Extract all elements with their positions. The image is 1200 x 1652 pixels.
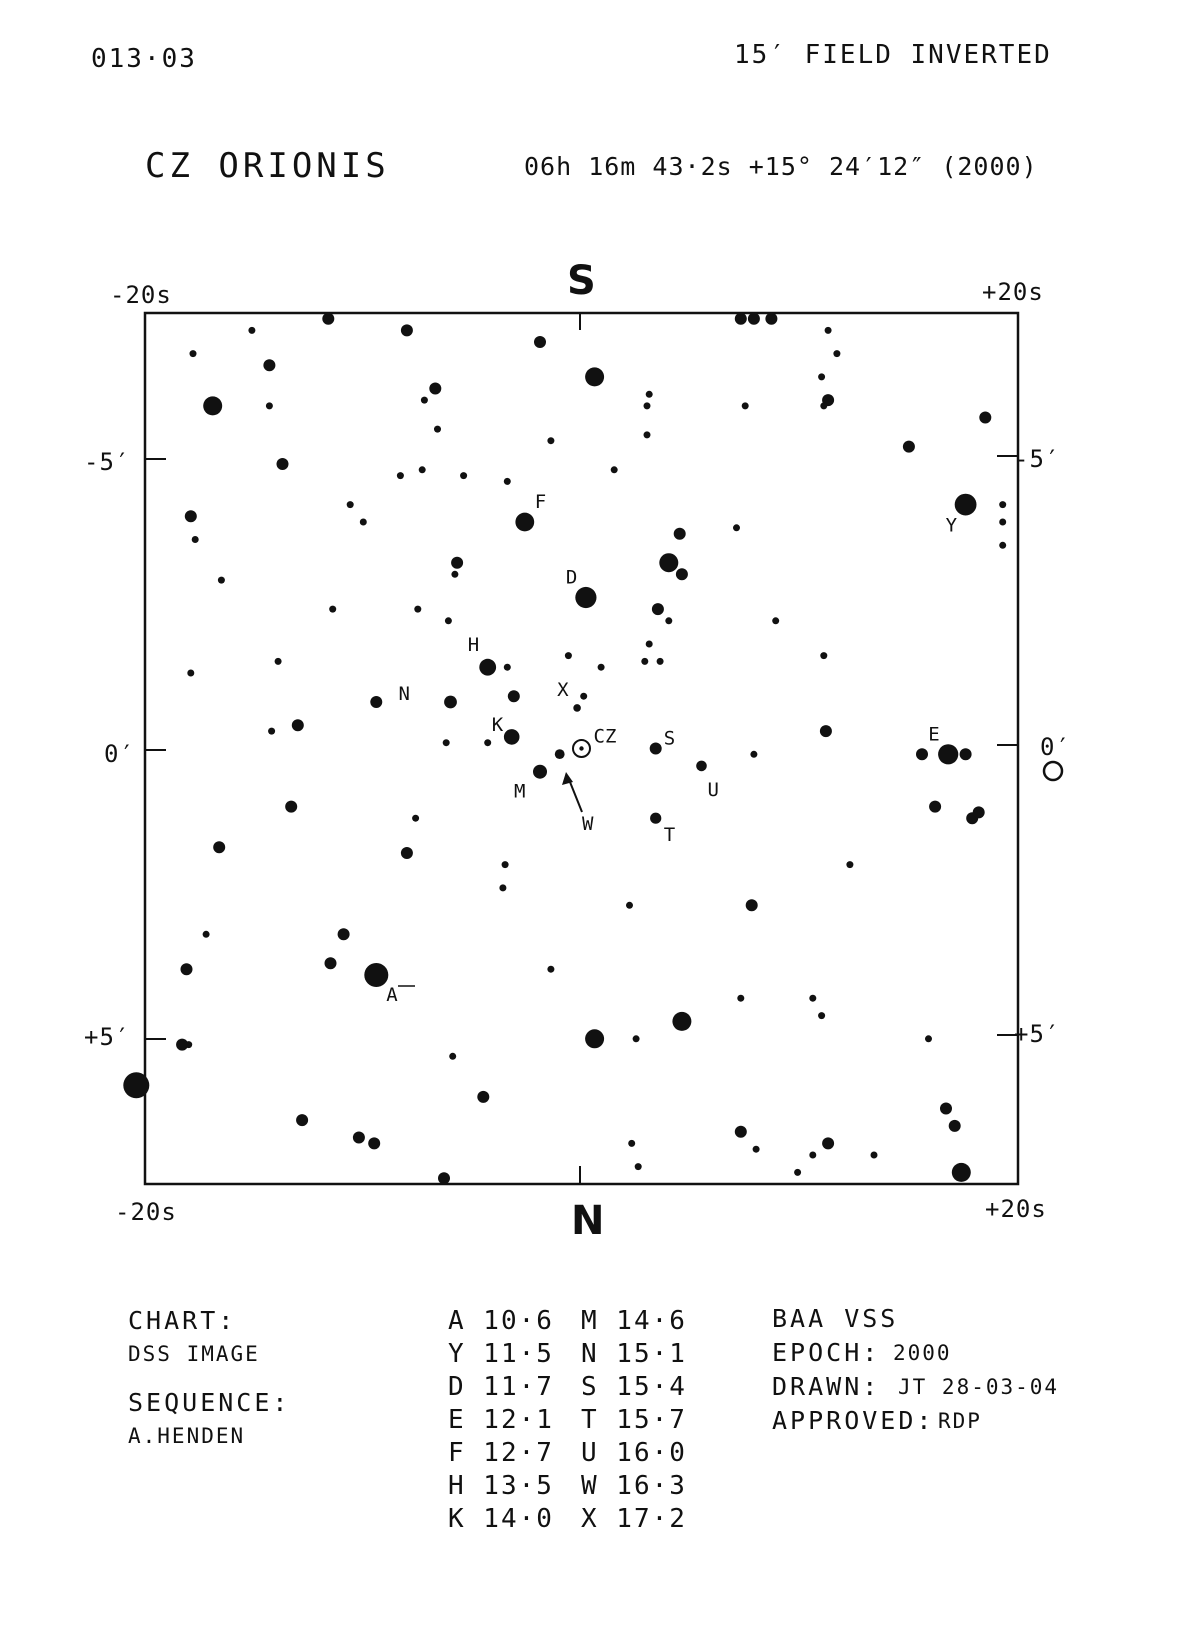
field-star xyxy=(916,748,928,760)
comparison-label-x: X xyxy=(557,678,569,701)
field-star xyxy=(547,437,554,444)
field-star xyxy=(809,995,816,1002)
comparison-star-s xyxy=(650,743,662,755)
comparison-star-u xyxy=(696,761,707,772)
field-star xyxy=(329,606,336,613)
comparison-star-e xyxy=(938,744,958,764)
field-star xyxy=(277,458,289,470)
field-star xyxy=(585,1029,604,1048)
field-star xyxy=(412,815,419,822)
variable-star-label: CZ xyxy=(593,725,617,748)
dec-left-minus5: -5′ xyxy=(84,448,131,476)
field-star xyxy=(820,652,827,659)
ra-bottom-left: -20s xyxy=(115,1198,177,1226)
field-star xyxy=(451,571,458,578)
field-star xyxy=(952,1163,971,1182)
field-star xyxy=(176,1039,188,1051)
field-star xyxy=(633,1035,640,1042)
field-star xyxy=(646,641,653,648)
field-star xyxy=(833,350,840,357)
ra-top-right: +20s xyxy=(982,278,1044,306)
field-star xyxy=(460,472,467,479)
comparison-label-d: D xyxy=(565,566,578,589)
comparison-label-e: E xyxy=(928,723,940,746)
w-arrow-label: W xyxy=(582,813,594,835)
field-star xyxy=(508,690,520,702)
field-star xyxy=(504,664,511,671)
field-star xyxy=(585,367,604,386)
field-star xyxy=(871,1152,878,1159)
field-star xyxy=(672,1012,691,1031)
chart-id: 013·03 xyxy=(91,44,197,74)
field-star xyxy=(414,606,421,613)
field-star xyxy=(275,658,282,665)
field-star xyxy=(296,1114,308,1126)
field-star xyxy=(370,696,382,708)
field-star xyxy=(534,336,546,348)
field-star xyxy=(353,1132,365,1144)
comparison-star-m xyxy=(533,765,547,779)
field-star xyxy=(960,748,972,760)
comparison-star-y xyxy=(955,494,977,516)
field-star xyxy=(580,693,587,700)
field-star xyxy=(929,801,941,813)
field-star xyxy=(123,1072,149,1098)
field-star xyxy=(421,397,428,404)
field-star xyxy=(657,658,664,665)
comparison-star-h xyxy=(479,659,496,676)
sequence-value: A.HENDEN xyxy=(128,1424,246,1448)
seq-t: T 15·7 xyxy=(581,1405,687,1435)
field-star xyxy=(268,728,275,735)
field-star xyxy=(742,402,749,409)
field-star xyxy=(419,466,426,473)
field-star xyxy=(772,617,779,624)
field-star xyxy=(999,501,1006,508)
comparison-star-d xyxy=(575,587,596,608)
field-star xyxy=(192,536,199,543)
field-star xyxy=(903,441,915,453)
field-star xyxy=(659,553,678,572)
epoch-value: 2000 xyxy=(893,1341,952,1365)
drawn-label: DRAWN: xyxy=(772,1372,881,1401)
seq-x: X 17·2 xyxy=(581,1504,687,1534)
field-star xyxy=(765,313,777,325)
comparison-label-m: M xyxy=(514,780,526,803)
field-star xyxy=(218,577,225,584)
field-star xyxy=(794,1169,801,1176)
dec-right-minus5: -5′ xyxy=(1014,445,1061,473)
seq-m: M 14·6 xyxy=(581,1306,687,1336)
field-star xyxy=(185,510,197,522)
field-star xyxy=(565,652,572,659)
variable-star-dot xyxy=(579,746,583,750)
field-star xyxy=(753,1146,760,1153)
comparison-label-u: U xyxy=(707,778,719,801)
comparison-star-w xyxy=(555,749,565,759)
field-star xyxy=(322,313,334,325)
field-star xyxy=(443,739,450,746)
approved-value: RDP xyxy=(938,1409,982,1433)
field-star xyxy=(266,402,273,409)
field-star xyxy=(737,995,744,1002)
field-star xyxy=(999,542,1006,549)
field-star xyxy=(203,396,222,415)
field-star xyxy=(325,957,337,969)
field-star xyxy=(445,617,452,624)
field-star xyxy=(999,519,1006,526)
field-star xyxy=(652,603,664,615)
comparison-label-f: F xyxy=(534,491,547,513)
seq-a: A 10·6 xyxy=(448,1306,554,1336)
seq-w: W 16·3 xyxy=(581,1471,687,1501)
field-star xyxy=(735,1126,747,1138)
comparison-label-s: S xyxy=(663,727,676,750)
field-star xyxy=(748,313,760,325)
comparison-star-n xyxy=(444,696,457,709)
comparison-star-x xyxy=(573,704,581,712)
field-star xyxy=(846,861,853,868)
star-name: CZ ORIONIS xyxy=(145,146,390,186)
field-star xyxy=(973,806,985,818)
field-star xyxy=(940,1103,952,1115)
field-star xyxy=(822,1137,834,1149)
field-star xyxy=(635,1163,642,1170)
field-star xyxy=(925,1035,932,1042)
field-star xyxy=(949,1120,961,1132)
seq-s: S 15·4 xyxy=(581,1372,687,1402)
comparison-star-k xyxy=(504,729,520,745)
dec-left-plus5: +5′ xyxy=(84,1023,131,1051)
field-star xyxy=(626,902,633,909)
open-circle-marker xyxy=(1044,762,1062,780)
comparison-label-t: T xyxy=(663,824,676,847)
seq-n: N 15·1 xyxy=(581,1339,687,1369)
field-star xyxy=(611,466,618,473)
field-star xyxy=(438,1172,450,1184)
field-star xyxy=(820,725,832,737)
field-star xyxy=(401,847,413,859)
comparison-star-t xyxy=(650,813,661,824)
field-star xyxy=(502,861,509,868)
field-star xyxy=(547,966,554,973)
field-star xyxy=(203,931,210,938)
field-star xyxy=(628,1140,635,1147)
field-star xyxy=(733,524,740,531)
field-star xyxy=(451,557,463,569)
coordinates: 06h 16m 43·2s +15° 24′12″ (2000) xyxy=(524,152,1038,181)
field-star xyxy=(809,1152,816,1159)
field-star xyxy=(825,327,832,334)
field-star xyxy=(187,670,194,677)
field-star xyxy=(674,528,686,540)
comparison-star-f xyxy=(515,513,534,532)
seq-k: K 14·0 xyxy=(448,1504,554,1534)
field-star xyxy=(646,391,653,398)
south-label: S xyxy=(567,258,598,304)
chart-value: DSS IMAGE xyxy=(128,1342,260,1366)
field-star xyxy=(401,324,413,336)
field-star xyxy=(397,472,404,479)
approved-label: APPROVED: xyxy=(772,1406,935,1435)
dec-left-zero: 0′ xyxy=(104,740,135,768)
comparison-label-y: Y xyxy=(945,514,958,537)
field-star xyxy=(429,383,441,395)
field-star xyxy=(598,664,605,671)
comparison-label-a: A xyxy=(386,984,398,1006)
field-star xyxy=(979,412,991,424)
ra-bottom-right: +20s xyxy=(985,1195,1047,1223)
field-star xyxy=(434,426,441,433)
seq-f: F 12·7 xyxy=(448,1438,554,1468)
field-star xyxy=(746,899,758,911)
seq-y: Y 11·5 xyxy=(448,1339,554,1369)
field-star xyxy=(504,478,511,485)
north-label: N xyxy=(571,1198,607,1244)
field-star xyxy=(263,359,275,371)
seq-e: E 12·1 xyxy=(448,1405,554,1435)
field-star xyxy=(292,719,304,731)
field-star xyxy=(190,350,197,357)
field-star xyxy=(449,1053,456,1060)
field-star xyxy=(347,501,354,508)
comparison-label-k: K xyxy=(491,713,504,736)
field-star xyxy=(750,751,757,758)
sequence-label: SEQUENCE: xyxy=(128,1388,291,1417)
org-name: BAA VSS xyxy=(772,1304,899,1333)
field-note: 15′ FIELD INVERTED xyxy=(734,40,1052,70)
field-star xyxy=(644,431,651,438)
comparison-label-n: N xyxy=(398,683,410,705)
field-star xyxy=(477,1091,489,1103)
field-star xyxy=(360,519,367,526)
seq-u: U 16·0 xyxy=(581,1438,687,1468)
drawn-value: JT 28-03-04 xyxy=(898,1375,1060,1399)
ra-top-left: -20s xyxy=(110,281,172,309)
field-star xyxy=(248,327,255,334)
seq-d: D 11·7 xyxy=(448,1372,554,1402)
field-star xyxy=(641,658,648,665)
field-star xyxy=(820,402,827,409)
seq-h: H 13·5 xyxy=(448,1471,554,1501)
field-star xyxy=(213,841,225,853)
field-star xyxy=(285,801,297,813)
field-star xyxy=(181,963,193,975)
field-star xyxy=(665,617,672,624)
epoch-label: EPOCH: xyxy=(772,1338,881,1367)
field-star xyxy=(338,928,350,940)
field-star xyxy=(818,373,825,380)
field-star xyxy=(818,1012,825,1019)
field-star xyxy=(484,739,491,746)
dec-right-zero: 0′ xyxy=(1040,733,1071,761)
comparison-label-h: H xyxy=(467,634,480,657)
chart-label: CHART: xyxy=(128,1306,237,1335)
field-star xyxy=(499,884,506,891)
field-star xyxy=(735,313,747,325)
field-star xyxy=(676,568,688,580)
comparison-star-a xyxy=(364,963,388,987)
dec-right-plus5: +5′ xyxy=(1014,1020,1061,1048)
field-star xyxy=(644,402,651,409)
field-star xyxy=(368,1137,380,1149)
